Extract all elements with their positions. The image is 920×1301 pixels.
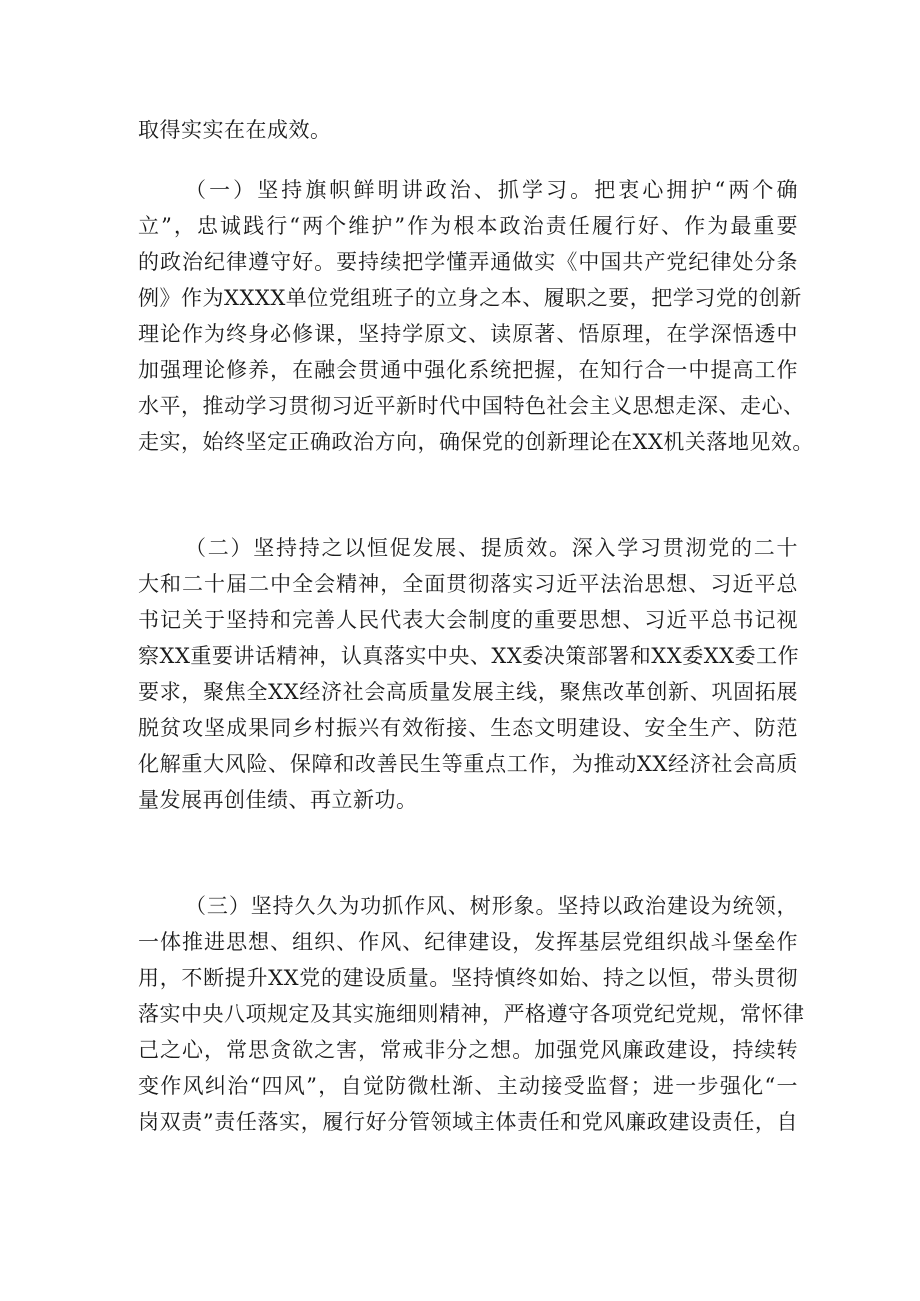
text-line: 岗双责”责任落实，履行好分管领域主体责任和党风廉政建设责任，自 [138,1110,798,1134]
section-heading-line: （二）坚持持之以恒促发展、提质效。深入学习贯沏党的二十 [185,536,798,560]
text-line: 察XX重要讲话精神，认真落实中央、XX委决策部署和XX委XX委工作 [138,644,800,668]
text-line: 立”，忠诚践行“两个维护”作为根本政治责任履行好、作为最重要 [138,214,798,238]
text-line: 化解重大风险、保障和改善民生等重点工作，为推动XX经济社会高质 [138,752,798,776]
text-line: 例》作为XXXX单位党组班子的立身之本、履职之要，把学习党的创新 [138,286,802,310]
text-line: 变作风纠治“四风”，自觉防微杜渐、主动接受监督；进一步强化“一 [138,1074,798,1098]
text-line: 量发展再创佳绩、再立新功。 [138,788,418,812]
text-line: 用，不断提升XX党的建设质量。坚持慎终如始、持之以恒，带头贯彻 [138,966,798,990]
text-line: 书记关于坚持和完善人民代表大会制度的重要思想、习近平总书记视 [138,608,798,632]
text-line: 要求，聚焦全XX经济社会高质量发展主线，聚焦改革创新、巩固拓展 [138,680,798,704]
text-line: 落实中央八项规定及其实施细则精神，严格遵守各项党纪党规，常怀律 [138,1002,805,1026]
text-line: 脱贫攻坚成果同乡村振兴有效衔接、生态文明建设、安全生产、防范 [138,716,798,740]
text-line: 理论作为终身必修课，坚持学原文、读原著、悟原理，在学深悟透中 [138,322,798,346]
text-line: 走实，始终坚定正确政治方向，确保党的创新理论在XX机关落地见效。 [138,430,814,454]
section-heading-line: （三）坚持久久为功抓作风、树形象。坚持以政治建设为统领， [185,894,798,918]
text-line: 大和二十届二中全会精神，全面贯彻落实习近平法治思想、习近平总 [138,572,798,596]
section-heading-line: （一）坚持旗帜鲜明讲政治、抓学习。把衷心拥护“两个确 [185,178,798,202]
text-line: 加强理论修养，在融会贯通中强化系统把握，在知行合一中提高工作 [138,358,798,382]
text-line: 取得实实在在成效。 [138,118,332,142]
text-line: 水平，推动学习贯彻习近平新时代中国特色社会主义思想走深、走心、 [138,394,805,418]
text-line: 己之心，常思贪欲之害，常戒非分之想。加强党风廉政建设，持续转 [138,1038,798,1062]
text-line: 的政治纪律遵守好。要持续把学懂弄通做实《中国共产党纪律处分条 [138,250,798,274]
text-line: 一体推进思想、组织、作风、纪律建设，发挥基层党组织战斗堡垒作 [138,930,798,954]
